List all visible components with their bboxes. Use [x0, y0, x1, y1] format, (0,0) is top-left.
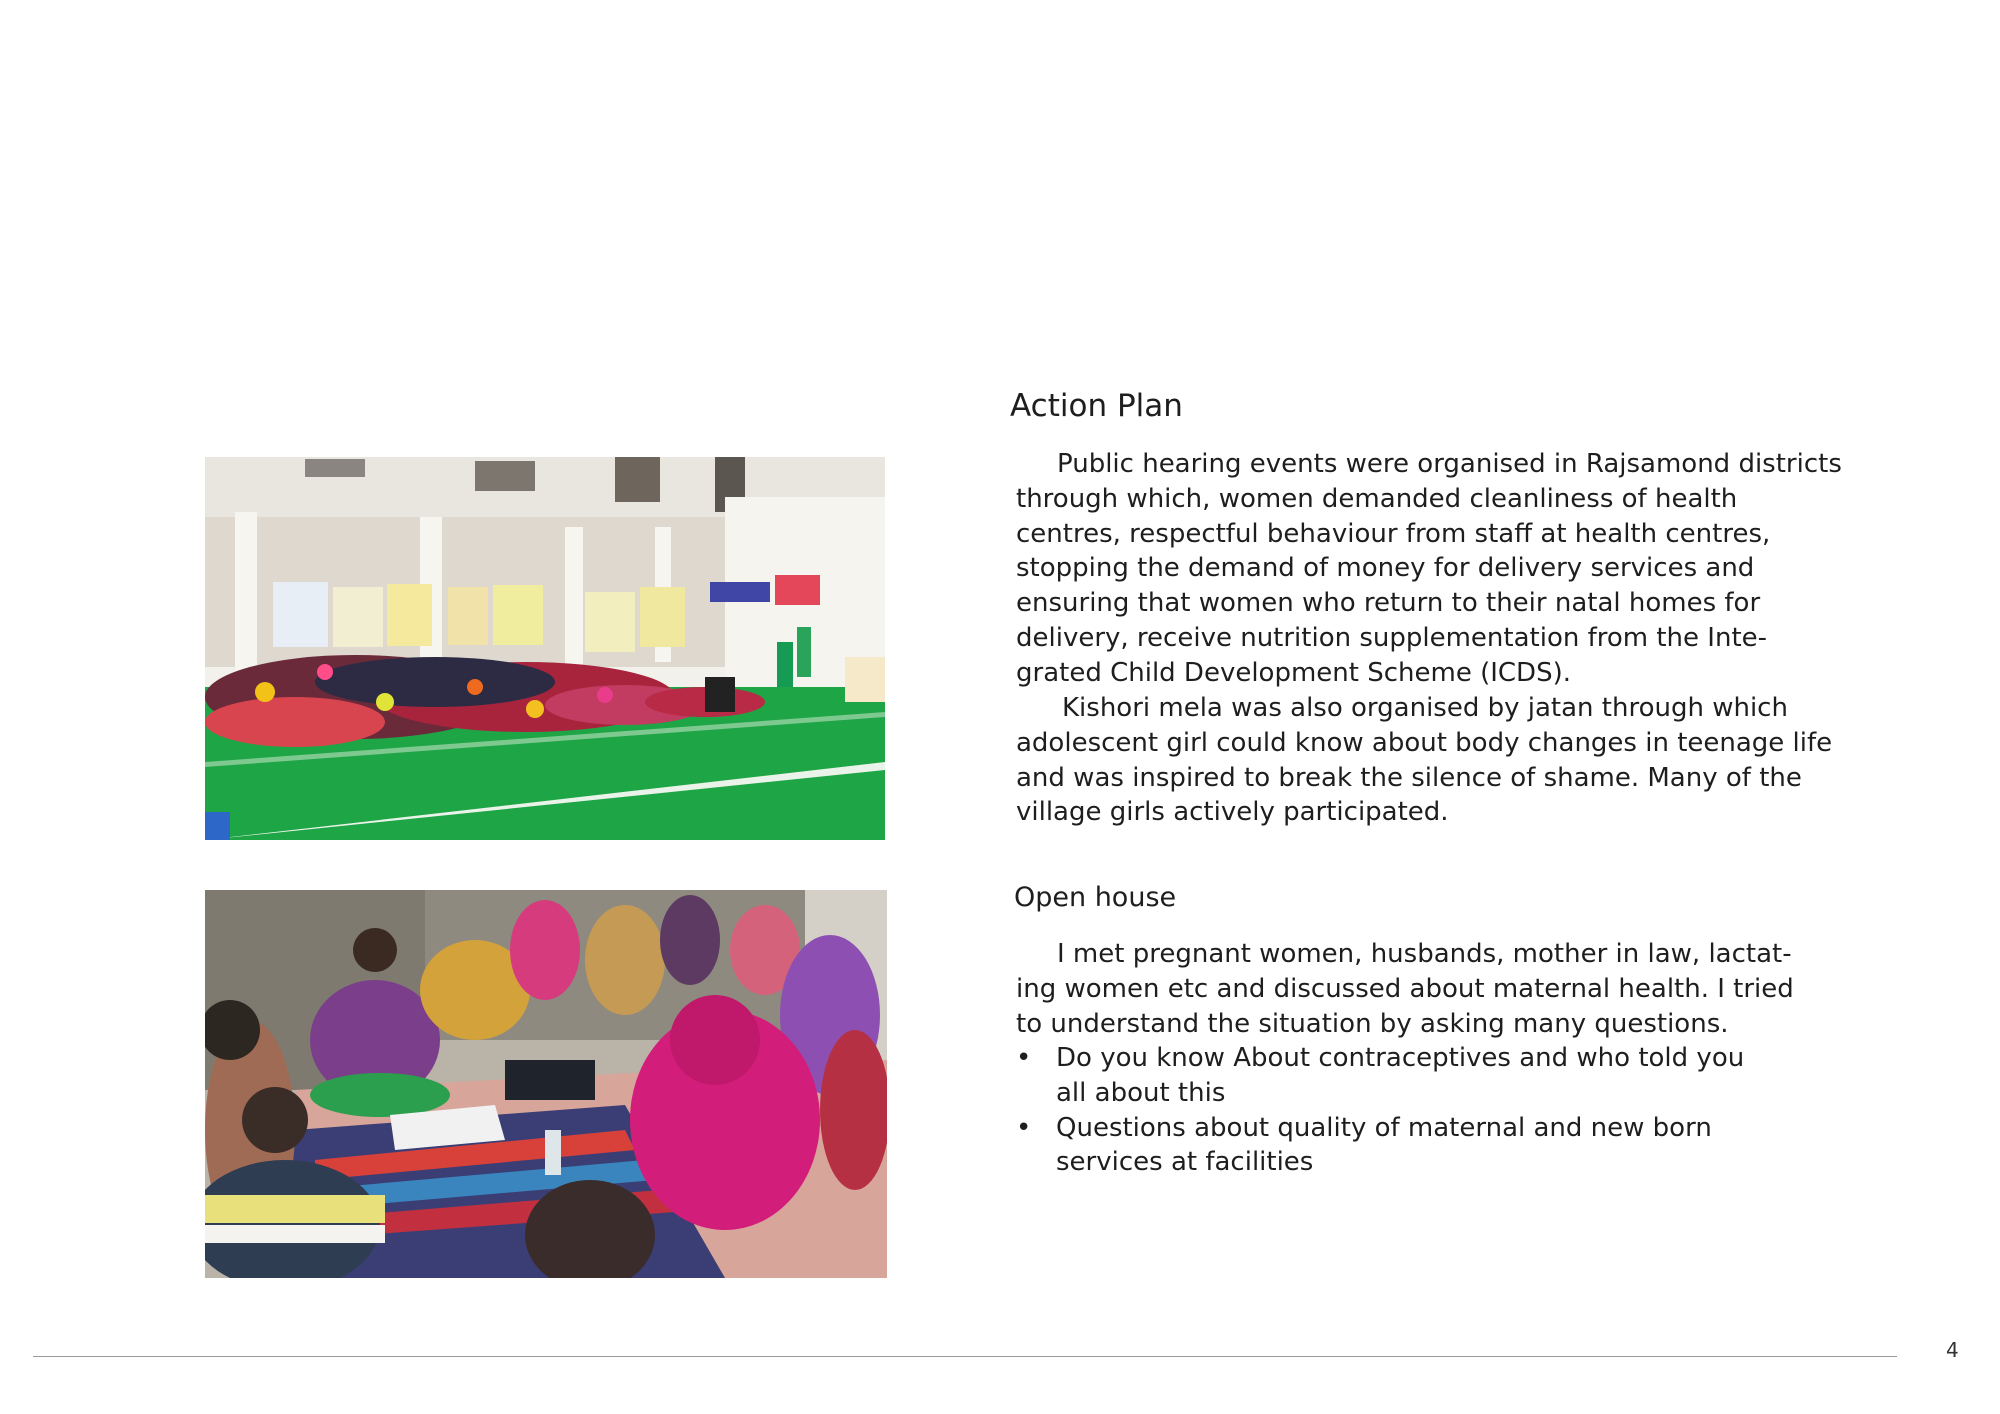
list-item-line: • Do you know About contraceptives and who told you [1056, 1043, 1745, 1073]
list-item [1016, 1041, 1744, 1111]
list-item-line: services at facilities [1056, 1147, 1314, 1178]
footer-divider [33, 1356, 1897, 1357]
paragraph-line: Public hearing events were organised in Rajsamond districts [1057, 449, 1842, 479]
paragraph-line: to understand the situation by asking many questions. [1016, 1008, 1729, 1039]
open-house-heading: Open house [1014, 882, 1177, 913]
action-plan-heading: Action Plan [1010, 388, 1183, 424]
open-house-question-list [1016, 1041, 1744, 1180]
list-item [1016, 1111, 1744, 1181]
paragraph-line: village girls actively participated. [1016, 797, 1449, 828]
public-hearing-photo [205, 457, 885, 840]
paragraph-line: delivery, receive nutrition supplementation from the Inte- [1016, 622, 1768, 653]
list-item-line: • Questions about quality of maternal and new born [1056, 1112, 1712, 1143]
paragraph-line: and was inspired to break the silence of shame. Many of the [1016, 762, 1802, 793]
paragraph-line: adolescent girl could know about body changes in teenage life [1016, 727, 1833, 758]
paragraph-line: through which, women demanded cleanliness of health [1016, 483, 1738, 514]
action-plan-paragraph-1 [1016, 447, 1842, 691]
paragraph-line: ensuring that women who return to their natal homes for [1016, 588, 1761, 619]
paragraph-line: Kishori mela was also organised by jatan through which [1062, 693, 1788, 723]
paragraph-line: centres, respectful behaviour from staff at health centres, [1016, 518, 1771, 549]
action-plan-paragraph-2 [1016, 691, 1832, 830]
paragraph-line: stopping the demand of money for delivery services and [1016, 553, 1755, 584]
paragraph-line: ing women etc and discussed about maternal health. I tried [1016, 973, 1794, 1004]
public-hearing-image [205, 457, 885, 840]
list-item-line: all about this [1056, 1077, 1226, 1108]
paragraph-line: grated Child Development Scheme (ICDS). [1016, 657, 1571, 688]
paragraph-line: I met pregnant women, husbands, mother in law, lactat- [1057, 939, 1792, 969]
open-house-paragraph [1016, 937, 1794, 1041]
open-house-photo [205, 890, 887, 1278]
open-house-image [205, 890, 887, 1278]
page-number: 4 [1946, 1338, 1959, 1362]
